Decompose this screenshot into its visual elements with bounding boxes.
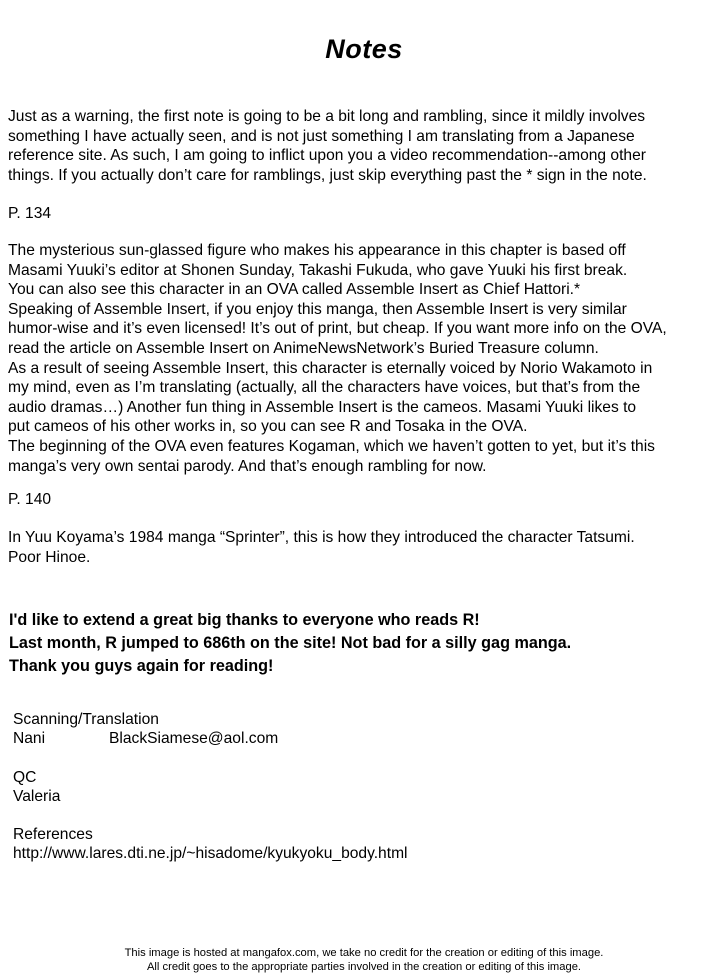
qc-label: QC [13,769,37,786]
note-line: As a result of seeing Assemble Insert, this character is eternally voiced by Norio Wakamoto in [8,359,653,377]
thanks-message [9,609,725,678]
note-line: my mind, even as I’m translating (actually, all the characters have voices, but that’s from the [8,379,641,397]
credits-qc [13,768,713,806]
note-line: The beginning of the OVA even features Kogaman, which we haven’t gotten to yet, but it’s this [8,437,655,455]
thanks-line: Last month, R jumped to 686th on the site! Not bad for a silly gag manga. [9,634,572,652]
scanning-credit-row [13,729,713,748]
credits-scanning [13,710,713,748]
note-page-label: P. 134 [8,205,52,222]
note-line: The mysterious sun-glassed figure who makes his appearance in this chapter is based off [8,242,626,259]
note-line: Speaking of Assemble Insert, if you enjoy this manga, then Assemble Insert is very similar [8,300,627,318]
note-134-paragraph [8,241,724,476]
note-line: read the article on Assemble Insert on AnimeNewsNetwork’s Buried Treasure column. [8,339,599,357]
disclaimer-line: All credit goes to the appropriate parties involved in the creation or editing of this image. [146,961,582,973]
note-line: audio dramas…) Another fun thing in Assemble Insert is the cameos. Masami Yuuki likes to [8,398,637,416]
thanks-line: Thank you guys again for reading! [9,657,274,675]
thanks-line: I'd like to extend a great big thanks to everyone who reads R! [9,611,480,629]
scanning-email: BlackSiamese@aol.com [109,730,279,747]
references-url: http://www.lares.dti.ne.jp/~hisadome/kyukyoku_body.html [13,845,408,862]
hosting-disclaimer [0,946,728,974]
disclaimer-line: This image is hosted at mangafox.com, we take no credit for the creation or editing of this image. [124,947,604,959]
qc-name: Valeria [13,788,61,805]
note-line: manga’s very own sentai parody. And that’s enough rambling for now. [8,457,487,475]
intro-line: reference site. As such, I am going to inflict upon you a video recommendation--among other [8,147,646,165]
credits-references [13,825,713,863]
intro-line: things. If you actually don’t care for ramblings, just skip everything past the * sign in the note. [8,166,647,184]
note-line: put cameos of his other works in, so you can see R and Tosaka in the OVA. [8,418,528,436]
note-page-label: P. 140 [8,491,52,508]
note-line: humor-wise and it’s even licensed! It’s out of print, but cheap. If you want more info on the OVA, [8,320,667,338]
note-line: Masami Yuuki’s editor at Shonen Sunday, Takashi Fukuda, who gave Yuuki his first break. [8,261,628,279]
intro-line: Just as a warning, the first note is going to be a bit long and rambling, since it mildly involves [8,108,646,125]
note-line: Poor Hinoe. [8,548,91,566]
note-line: In Yuu Koyama’s 1984 manga “Sprinter”, this is how they introduced the character Tatsumi. [8,529,635,546]
intro-line: something I have actually seen, and is not just something I am translating from a Japanese [8,127,635,145]
intro-paragraph [8,107,724,185]
scanning-name: Nani [13,730,46,747]
scanning-label: Scanning/Translation [13,711,159,728]
page-title: Notes [325,34,403,64]
note-line: You can also see this character in an OVA called Assemble Insert as Chief Hattori.* [8,281,581,299]
note-140-paragraph [8,528,724,567]
references-label: References [13,826,93,843]
